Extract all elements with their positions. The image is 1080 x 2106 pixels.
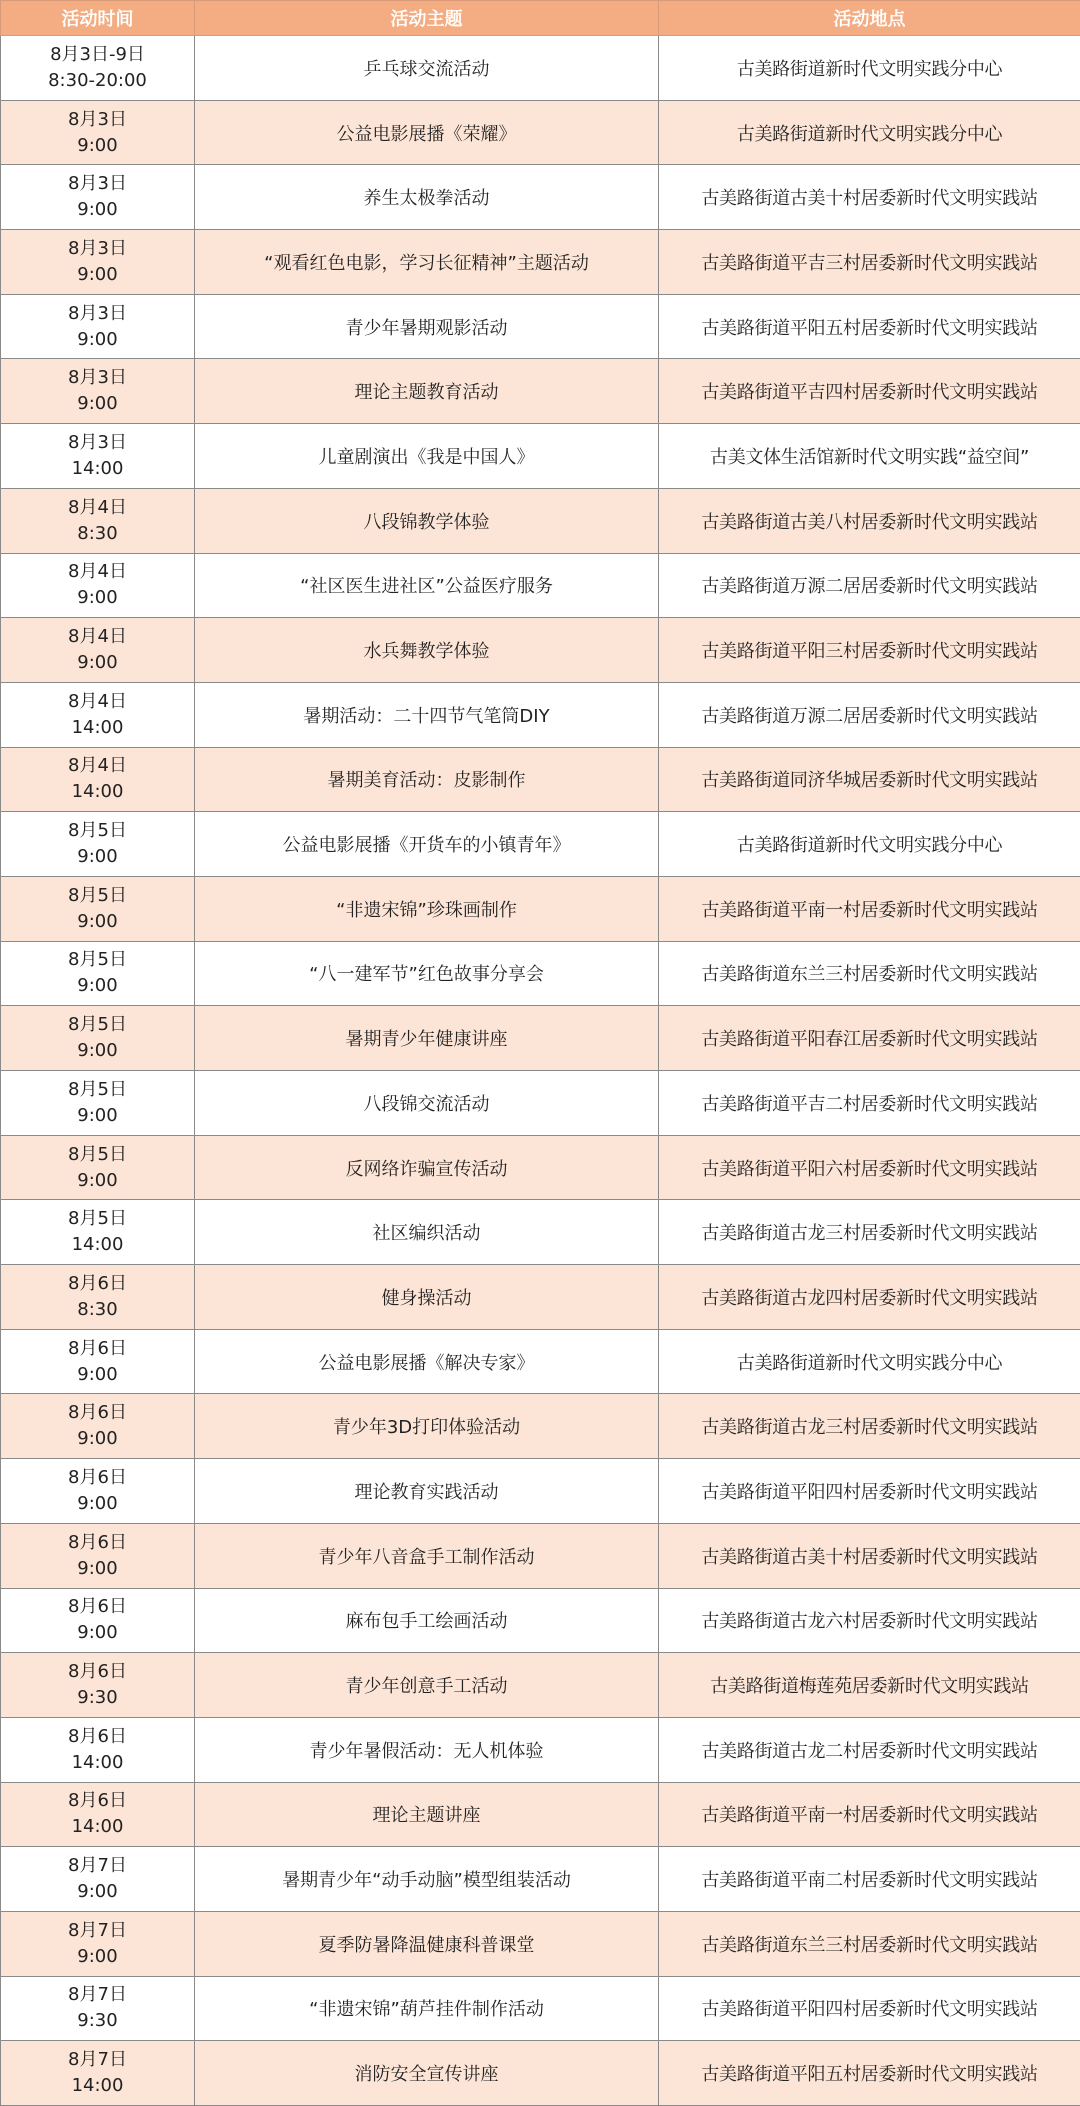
activity-topic-cell: 青少年创意手工活动 (195, 1653, 659, 1718)
activity-time-cell (1, 165, 195, 230)
activity-topic-cell: 八段锦交流活动 (195, 1071, 659, 1136)
table-row (1, 747, 1080, 812)
activity-clock-time: 14:00 (71, 1751, 124, 1773)
activity-topic-cell: 消防安全宣传讲座 (195, 2041, 659, 2106)
activity-place-cell: 古美路街道古龙二村居委新时代文明实践站 (659, 1717, 1080, 1782)
activity-date: 8月5日 (68, 1014, 127, 1036)
activity-place-cell: 古美路街道古龙三村居委新时代文明实践站 (659, 1200, 1080, 1265)
table-row (1, 2041, 1080, 2106)
table-row (1, 1523, 1080, 1588)
activity-place-cell: 古美路街道平阳四村居委新时代文明实践站 (659, 1976, 1080, 2041)
activity-date: 8月4日 (68, 755, 127, 777)
activity-time-cell (1, 230, 195, 295)
activity-clock-time: 8:30-20:00 (48, 69, 147, 91)
activity-date: 8月7日 (68, 1984, 127, 2006)
activity-clock-time: 9:00 (77, 1881, 118, 1903)
activity-date: 8月6日 (68, 1596, 127, 1618)
activity-date: 8月6日 (68, 1725, 127, 1747)
activity-clock-time: 9:00 (77, 1040, 118, 1062)
activity-place-cell: 古美路街道东兰三村居委新时代文明实践站 (659, 1911, 1080, 1976)
activity-place-cell: 古美路街道新时代文明实践分中心 (659, 1329, 1080, 1394)
table-row (1, 165, 1080, 230)
activity-topic-cell: “社区医生进社区”公益医疗服务 (195, 553, 659, 618)
activity-date: 8月5日 (68, 949, 127, 971)
activity-topic-cell: 青少年3D打印体验活动 (195, 1394, 659, 1459)
table-row (1, 1653, 1080, 1718)
activity-time-cell (1, 1847, 195, 1912)
activity-time-cell (1, 747, 195, 812)
activity-date: 8月6日 (68, 1661, 127, 1683)
table-row (1, 1135, 1080, 1200)
activity-topic-cell: 夏季防暑降温健康科普课堂 (195, 1911, 659, 1976)
activity-clock-time: 8:30 (77, 1298, 118, 1320)
activity-topic-cell: 养生太极拳活动 (195, 165, 659, 230)
activity-place-cell: 古美路街道新时代文明实践分中心 (659, 812, 1080, 877)
activity-clock-time: 9:30 (77, 2010, 118, 2032)
activity-date: 8月7日 (68, 2049, 127, 2071)
activity-topic-cell: 青少年八音盒手工制作活动 (195, 1523, 659, 1588)
activity-clock-time: 9:00 (77, 587, 118, 609)
activity-topic-cell: 八段锦教学体验 (195, 488, 659, 553)
activity-time-cell (1, 1782, 195, 1847)
activity-topic-cell: 暑期活动：二十四节气笔筒DIY (195, 682, 659, 747)
table-row (1, 1329, 1080, 1394)
activity-place-cell: 古美路街道古龙四村居委新时代文明实践站 (659, 1265, 1080, 1330)
activity-topic-cell: 公益电影展播《解决专家》 (195, 1329, 659, 1394)
activity-date: 8月6日 (68, 1337, 127, 1359)
activity-date: 8月4日 (68, 626, 127, 648)
activity-date: 8月3日 (68, 367, 127, 389)
table-row (1, 1911, 1080, 1976)
table-row (1, 618, 1080, 683)
activity-place-cell: 古美路街道平南二村居委新时代文明实践站 (659, 1847, 1080, 1912)
activity-topic-cell: 暑期青少年“动手动脑”模型组装活动 (195, 1847, 659, 1912)
activity-date: 8月6日 (68, 1790, 127, 1812)
activity-clock-time: 9:00 (77, 1428, 118, 1450)
table-row (1, 1588, 1080, 1653)
activity-place-cell: 古美路街道新时代文明实践分中心 (659, 100, 1080, 165)
activity-time-cell (1, 1523, 195, 1588)
activity-date: 8月3日-9日 (50, 43, 145, 65)
table-row (1, 359, 1080, 424)
activity-date: 8月4日 (68, 561, 127, 583)
activity-time-cell (1, 682, 195, 747)
activity-time-cell (1, 876, 195, 941)
activity-time-cell (1, 1588, 195, 1653)
activity-clock-time: 9:00 (77, 263, 118, 285)
activity-time-cell (1, 359, 195, 424)
activity-date: 8月5日 (68, 884, 127, 906)
table-body (1, 36, 1080, 2106)
activity-topic-cell: 麻布包手工绘画活动 (195, 1588, 659, 1653)
activity-time-cell (1, 812, 195, 877)
header-activity-time: 活动时间 (1, 1, 195, 36)
activity-date: 8月3日 (68, 431, 127, 453)
activity-clock-time: 14:00 (71, 1234, 124, 1256)
activity-place-cell: 古美路街道东兰三村居委新时代文明实践站 (659, 941, 1080, 1006)
activity-topic-cell: “观看红色电影，学习长征精神”主题活动 (195, 230, 659, 295)
table-row (1, 1071, 1080, 1136)
activity-time-cell (1, 1265, 195, 1330)
activity-place-cell: 古美路街道平吉四村居委新时代文明实践站 (659, 359, 1080, 424)
table-row (1, 1265, 1080, 1330)
activity-place-cell: 古美路街道万源二居居委新时代文明实践站 (659, 553, 1080, 618)
activity-clock-time: 9:00 (77, 199, 118, 221)
table-row (1, 294, 1080, 359)
activity-time-cell (1, 1200, 195, 1265)
activity-place-cell: 古美路街道平吉二村居委新时代文明实践站 (659, 1071, 1080, 1136)
table-row (1, 100, 1080, 165)
activity-place-cell: 古美路街道平南一村居委新时代文明实践站 (659, 876, 1080, 941)
activity-time-cell (1, 1135, 195, 1200)
activity-date: 8月7日 (68, 1855, 127, 1877)
table-header-row (1, 1, 1080, 36)
activity-clock-time: 8:30 (77, 522, 118, 544)
activity-topic-cell: 青少年暑假活动：无人机体验 (195, 1717, 659, 1782)
activity-time-cell (1, 294, 195, 359)
table-row (1, 424, 1080, 489)
table-row (1, 488, 1080, 553)
activity-clock-time: 9:00 (77, 652, 118, 674)
activity-date: 8月6日 (68, 1466, 127, 1488)
activity-topic-cell: “非遗宋锦”葫芦挂件制作活动 (195, 1976, 659, 2041)
table-row (1, 1717, 1080, 1782)
activity-place-cell: 古美路街道古美十村居委新时代文明实践站 (659, 165, 1080, 230)
table-row (1, 1847, 1080, 1912)
activity-time-cell (1, 941, 195, 1006)
table-row (1, 230, 1080, 295)
activity-time-cell (1, 100, 195, 165)
activity-topic-cell: 理论主题讲座 (195, 1782, 659, 1847)
activity-clock-time: 9:00 (77, 975, 118, 997)
activity-date: 8月6日 (68, 1402, 127, 1424)
activity-date: 8月3日 (68, 173, 127, 195)
activity-topic-cell: 公益电影展播《开货车的小镇青年》 (195, 812, 659, 877)
activity-place-cell: 古美路街道梅莲苑居委新时代文明实践站 (659, 1653, 1080, 1718)
activity-date: 8月4日 (68, 496, 127, 518)
activity-date: 8月6日 (68, 1531, 127, 1553)
activity-time-cell (1, 488, 195, 553)
activity-place-cell: 古美路街道万源二居居委新时代文明实践站 (659, 682, 1080, 747)
activity-clock-time: 14:00 (71, 457, 124, 479)
activity-topic-cell: 青少年暑期观影活动 (195, 294, 659, 359)
table-row (1, 1782, 1080, 1847)
activity-clock-time: 9:00 (77, 134, 118, 156)
activity-time-cell (1, 1006, 195, 1071)
activity-place-cell: 古美路街道平阳三村居委新时代文明实践站 (659, 618, 1080, 683)
activity-date: 8月5日 (68, 1143, 127, 1165)
activity-date: 8月3日 (68, 302, 127, 324)
activity-clock-time: 9:00 (77, 1557, 118, 1579)
activity-place-cell: 古美路街道平阳春江居委新时代文明实践站 (659, 1006, 1080, 1071)
activity-clock-time: 9:00 (77, 846, 118, 868)
table-row (1, 876, 1080, 941)
activity-time-cell (1, 1911, 195, 1976)
activity-place-cell: 古美路街道平阳五村居委新时代文明实践站 (659, 2041, 1080, 2106)
table-row (1, 1394, 1080, 1459)
header-activity-topic: 活动主题 (195, 1, 659, 36)
activity-clock-time: 14:00 (71, 781, 124, 803)
activity-topic-cell: 水兵舞教学体验 (195, 618, 659, 683)
activity-place-cell: 古美路街道平阳五村居委新时代文明实践站 (659, 294, 1080, 359)
activity-place-cell: 古美路街道平阳六村居委新时代文明实践站 (659, 1135, 1080, 1200)
activity-topic-cell: 反网络诈骗宣传活动 (195, 1135, 659, 1200)
table-row (1, 1459, 1080, 1524)
activity-date: 8月6日 (68, 1272, 127, 1294)
activity-time-cell (1, 1976, 195, 2041)
activity-time-cell (1, 1394, 195, 1459)
activity-time-cell (1, 618, 195, 683)
activity-place-cell: 古美路街道新时代文明实践分中心 (659, 36, 1080, 101)
activity-topic-cell: 理论教育实践活动 (195, 1459, 659, 1524)
activity-time-cell (1, 1071, 195, 1136)
table-row (1, 682, 1080, 747)
activity-clock-time: 9:00 (77, 910, 118, 932)
activity-place-cell: 古美路街道古龙三村居委新时代文明实践站 (659, 1394, 1080, 1459)
table-row (1, 941, 1080, 1006)
activity-clock-time: 14:00 (71, 1816, 124, 1838)
activity-topic-cell: 社区编织活动 (195, 1200, 659, 1265)
activity-time-cell (1, 1329, 195, 1394)
table-row (1, 1200, 1080, 1265)
activity-clock-time: 9:00 (77, 1104, 118, 1126)
activity-topic-cell: 暑期青少年健康讲座 (195, 1006, 659, 1071)
activity-date: 8月5日 (68, 1078, 127, 1100)
activity-time-cell (1, 1717, 195, 1782)
activity-place-cell: 古美路街道古美八村居委新时代文明实践站 (659, 488, 1080, 553)
activity-clock-time: 9:00 (77, 393, 118, 415)
activity-date: 8月7日 (68, 1919, 127, 1941)
activity-topic-cell: 乒乓球交流活动 (195, 36, 659, 101)
activity-clock-time: 9:00 (77, 1622, 118, 1644)
activity-place-cell: 古美路街道同济华城居委新时代文明实践站 (659, 747, 1080, 812)
table-row (1, 1976, 1080, 2041)
activity-place-cell: 古美路街道古美十村居委新时代文明实践站 (659, 1523, 1080, 1588)
activity-clock-time: 9:30 (77, 1687, 118, 1709)
activity-clock-time: 14:00 (71, 716, 124, 738)
activity-date: 8月5日 (68, 820, 127, 842)
activity-clock-time: 9:00 (77, 1492, 118, 1514)
activity-time-cell (1, 424, 195, 489)
activity-topic-cell: “非遗宋锦”珍珠画制作 (195, 876, 659, 941)
table-row (1, 36, 1080, 101)
activity-date: 8月3日 (68, 237, 127, 259)
activity-clock-time: 9:00 (77, 1363, 118, 1385)
activity-topic-cell: “八一建军节”红色故事分享会 (195, 941, 659, 1006)
activity-place-cell: 古美路街道平吉三村居委新时代文明实践站 (659, 230, 1080, 295)
table-row (1, 553, 1080, 618)
activity-time-cell (1, 1459, 195, 1524)
header-activity-place: 活动地点 (659, 1, 1080, 36)
activity-time-cell (1, 553, 195, 618)
activity-clock-time: 9:00 (77, 1945, 118, 1967)
activity-topic-cell: 健身操活动 (195, 1265, 659, 1330)
activity-time-cell (1, 2041, 195, 2106)
table-row (1, 1006, 1080, 1071)
activity-topic-cell: 暑期美育活动：皮影制作 (195, 747, 659, 812)
activity-place-cell: 古美文体生活馆新时代文明实践“益空间” (659, 424, 1080, 489)
activity-topic-cell: 公益电影展播《荣耀》 (195, 100, 659, 165)
activity-time-cell (1, 36, 195, 101)
activity-clock-time: 9:00 (77, 328, 118, 350)
activity-place-cell: 古美路街道平阳四村居委新时代文明实践站 (659, 1459, 1080, 1524)
activity-clock-time: 14:00 (71, 2075, 124, 2097)
activity-date: 8月4日 (68, 690, 127, 712)
activity-topic-cell: 儿童剧演出《我是中国人》 (195, 424, 659, 489)
activity-topic-cell: 理论主题教育活动 (195, 359, 659, 424)
table-row (1, 812, 1080, 877)
activity-clock-time: 9:00 (77, 1169, 118, 1191)
activity-date: 8月3日 (68, 108, 127, 130)
activity-time-cell (1, 1653, 195, 1718)
activity-place-cell: 古美路街道古龙六村居委新时代文明实践站 (659, 1588, 1080, 1653)
activity-place-cell: 古美路街道平南一村居委新时代文明实践站 (659, 1782, 1080, 1847)
activity-date: 8月5日 (68, 1208, 127, 1230)
